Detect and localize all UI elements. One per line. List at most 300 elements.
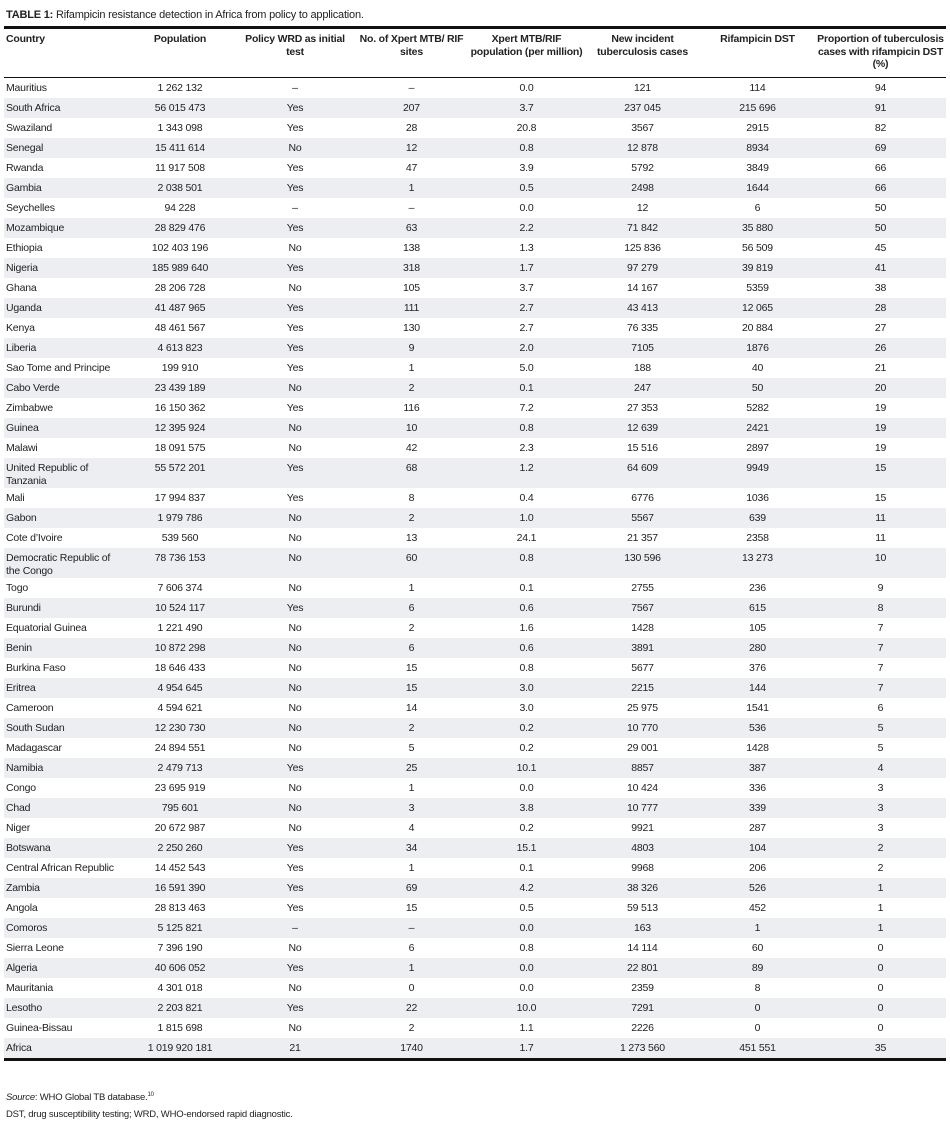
value-cell: 188 [634,361,651,374]
value-cell: 8934 [746,141,769,154]
value-cell: 1.0 [519,511,534,524]
value-cell: No [288,941,302,954]
value-cell: 5677 [631,661,654,674]
value-cell: – [292,81,298,94]
table-row [4,678,946,698]
value-cell: 12 878 [627,141,658,154]
value-cell: 1 [754,921,761,934]
value-cell: 60 [751,941,764,954]
source-text: : WHO Global TB database. [34,1092,148,1104]
value-cell: 237 045 [624,101,661,114]
value-cell: 1 [408,861,415,874]
value-cell: No [288,1021,302,1034]
value-cell: 27 [874,321,887,334]
value-cell: 5.0 [519,361,534,374]
value-cell: 102 403 196 [151,241,209,254]
value-cell: 639 [749,511,766,524]
value-cell: No [288,681,302,694]
country-cell: Gabon [6,511,37,524]
value-cell: 0.6 [519,601,534,614]
value-cell: Yes [286,861,304,874]
value-cell: 1036 [746,491,769,504]
value-cell: 41 [874,261,887,274]
value-cell: 0.5 [519,901,534,914]
value-cell: 2 250 260 [157,841,203,854]
value-cell: 287 [749,821,766,834]
value-cell: 185 989 640 [151,261,209,274]
value-cell: Yes [286,901,304,914]
table-row [4,738,946,758]
value-cell: No [288,701,302,714]
value-cell: 13 [405,531,418,544]
value-cell: 1 979 786 [157,511,203,524]
value-cell: 38 326 [627,881,658,894]
value-cell: 41 487 965 [154,301,206,314]
value-cell: 13 273 [742,551,773,564]
value-cell: 526 [749,881,766,894]
value-cell: 7 606 374 [157,581,203,594]
value-cell: 0.0 [519,981,534,994]
country-cell: Central African Republic [6,861,114,874]
value-cell: 3567 [631,121,654,134]
value-cell: 339 [749,801,766,814]
value-cell: 387 [749,761,766,774]
value-cell: 20 [874,381,887,394]
value-cell: 14 [405,701,418,714]
country-cell: Benin [6,641,32,654]
value-cell: 2498 [631,181,654,194]
value-cell: 28 206 728 [154,281,206,294]
value-cell: 114 [749,81,766,94]
value-cell: 24 894 551 [154,741,206,754]
value-cell: 56 015 473 [154,101,206,114]
value-cell: 45 [874,241,887,254]
value-cell: 12 [636,201,649,214]
value-cell: – [408,921,415,934]
value-cell: Yes [286,841,304,854]
value-cell: 14 167 [627,281,658,294]
value-cell: 0.0 [519,961,534,974]
value-cell: 42 [405,441,418,454]
value-cell: 615 [749,601,766,614]
value-cell: 14 452 543 [154,861,206,874]
value-cell: 3.8 [519,801,534,814]
value-cell: 4 594 621 [157,701,203,714]
value-cell: 35 880 [742,221,773,234]
country-cell: Chad [6,801,31,814]
value-cell: 6776 [631,491,654,504]
value-cell: 105 [749,621,766,634]
value-cell: No [288,281,302,294]
value-cell: 29 001 [627,741,658,754]
value-cell: 9921 [631,821,654,834]
value-cell: 8 [408,491,415,504]
value-cell: 60 [405,551,418,564]
value-cell: 12 639 [627,421,658,434]
value-cell: 18 646 433 [154,661,206,674]
country-cell: Gambia [6,181,42,194]
value-cell: 15 516 [627,441,658,454]
value-cell: 10 [874,551,887,564]
value-cell: 9 [408,341,415,354]
abbreviations-note: DST, drug susceptibility testing; WRD, WHO-endorsed rapid diagnostic. [6,1109,293,1120]
value-cell: Yes [286,321,304,334]
value-cell: 125 836 [624,241,661,254]
value-cell: 1 262 132 [157,81,203,94]
value-cell: Yes [286,401,304,414]
country-cell: Ethiopia [6,241,43,254]
value-cell: 5 125 821 [157,921,203,934]
value-cell: 451 551 [739,1041,776,1054]
value-cell: 10 770 [627,721,658,734]
value-cell: 7 [877,641,884,654]
source-note [6,1092,154,1103]
value-cell: No [288,741,302,754]
value-cell: 9968 [631,861,654,874]
value-cell: 10.1 [516,761,537,774]
value-cell: 0 [877,981,884,994]
value-cell: No [288,821,302,834]
value-cell: 0 [877,1001,884,1014]
value-cell: 1 221 490 [157,621,203,634]
value-cell: 4 [408,821,415,834]
country-cell: United Republic of Tanzania [6,461,89,487]
value-cell: 5 [877,721,884,734]
value-cell: No [288,531,302,544]
value-cell: 105 [403,281,420,294]
table-row [4,118,946,138]
country-cell: Africa [6,1041,32,1054]
value-cell: 4803 [631,841,654,854]
value-cell: 1 [877,901,884,914]
value-cell: 0.0 [519,201,534,214]
value-cell: 1.1 [519,1021,534,1034]
value-cell: Yes [286,161,304,174]
value-cell: 71 842 [627,221,658,234]
table-row [4,798,946,818]
table-row [4,698,946,718]
value-cell: 3 [877,781,884,794]
value-cell: 94 [874,81,887,94]
value-cell: 1.7 [519,1041,534,1054]
value-cell: 1 [408,581,415,594]
value-cell: 1644 [746,181,769,194]
value-cell: 63 [405,221,418,234]
value-cell: 16 591 390 [154,881,206,894]
value-cell: 15 411 614 [155,141,205,154]
value-cell: 66 [874,161,887,174]
value-cell: 6 [408,941,415,954]
value-cell: 25 [405,761,418,774]
country-cell: Democratic Republic of the Congo [6,551,111,577]
value-cell: Yes [286,301,304,314]
country-cell: Eritrea [6,681,36,694]
value-cell: 50 [751,381,764,394]
value-cell: 47 [405,161,418,174]
value-cell: 318 [403,261,420,274]
column-header: Population [153,33,207,45]
value-cell: 280 [749,641,766,654]
value-cell: 27 353 [627,401,658,414]
value-cell: 7291 [631,1001,654,1014]
value-cell: 64 609 [627,461,658,474]
value-cell: 50 [874,221,887,234]
value-cell: 15 [405,681,418,694]
value-cell: 43 413 [627,301,658,314]
value-cell: 69 [874,141,887,154]
value-cell: 247 [634,381,651,394]
value-cell: 40 606 052 [154,961,206,974]
value-cell: 4.2 [519,881,534,894]
value-cell: No [288,421,302,434]
value-cell: 0 [877,941,884,954]
country-cell: Mauritania [6,981,54,994]
value-cell: Yes [286,761,304,774]
country-cell: Mozambique [6,221,65,234]
value-cell: 0.0 [519,921,534,934]
value-cell: 1541 [746,701,769,714]
value-cell: 1 343 098 [157,121,203,134]
country-cell: Mauritius [6,81,47,94]
value-cell: 3 [877,801,884,814]
table-row [4,818,946,838]
value-cell: 6 [408,601,415,614]
column-header: Country [6,33,45,45]
table-row [4,398,946,418]
value-cell: 2421 [746,421,769,434]
value-cell: 9 [877,581,884,594]
value-cell: 5792 [631,161,654,174]
value-cell: 2.7 [519,321,534,334]
value-cell: 2755 [631,581,654,594]
value-cell: 163 [634,921,651,934]
value-cell: 55 572 201 [154,461,206,474]
value-cell: 97 279 [627,261,658,274]
value-cell: 3891 [631,641,654,654]
value-cell: 0.6 [519,641,534,654]
value-cell: 34 [405,841,418,854]
value-cell: 4 954 645 [157,681,203,694]
value-cell: 2 [877,841,884,854]
value-cell: Yes [286,121,304,134]
table-row [4,958,946,978]
value-cell: No [288,241,302,254]
country-cell: Zambia [6,881,40,894]
value-cell: 1 [408,961,415,974]
table-row [4,178,946,198]
country-cell: Congo [6,781,36,794]
value-cell: 5 [408,741,415,754]
value-cell: 5567 [631,511,654,524]
country-cell: Botswana [6,841,51,854]
country-cell: Ghana [6,281,37,294]
value-cell: 1 [877,921,884,934]
value-cell: 0.1 [519,581,534,594]
value-cell: 10 524 117 [155,601,205,614]
value-cell: 9949 [746,461,769,474]
value-cell: 25 975 [627,701,658,714]
table-row [4,258,946,278]
table-row [4,898,946,918]
country-cell: Rwanda [6,161,44,174]
value-cell: 0.8 [519,421,534,434]
value-cell: 89 [751,961,764,974]
value-cell: 76 335 [627,321,658,334]
value-cell: 12 230 730 [154,721,206,734]
table-body [4,77,946,1059]
value-cell: Yes [286,181,304,194]
table-row [4,918,946,938]
value-cell: 28 [405,121,418,134]
value-cell: 15 [874,461,887,474]
value-cell: Yes [286,601,304,614]
value-cell: 7 [877,681,884,694]
table-row [4,1018,946,1038]
value-cell: 6 [408,641,415,654]
value-cell: 8 [877,601,884,614]
value-cell: 0.2 [519,721,534,734]
table-row [4,378,946,398]
table-row [4,298,946,318]
value-cell: 2 203 821 [157,1001,203,1014]
value-cell: – [292,921,298,934]
country-cell: Namibia [6,761,44,774]
value-cell: 215 696 [739,101,776,114]
value-cell: 0 [754,1021,761,1034]
table-row [4,508,946,528]
country-cell: Burkina Faso [6,661,66,674]
value-cell: 130 [403,321,420,334]
value-cell: 1 815 698 [157,1021,203,1034]
value-cell: No [288,581,302,594]
value-cell: 23 695 919 [154,781,206,794]
value-cell: 452 [749,901,766,914]
value-cell: 7105 [631,341,654,354]
value-cell: 0.0 [519,781,534,794]
value-cell: 5282 [746,401,769,414]
table-row [4,528,946,548]
value-cell: 1 273 560 [620,1041,665,1054]
table-row [4,598,946,618]
value-cell: 50 [874,201,887,214]
value-cell: 59 513 [627,901,658,914]
value-cell: 2 [408,621,415,634]
value-cell: 22 801 [627,961,658,974]
data-table [4,26,946,1061]
value-cell: No [288,441,302,454]
value-cell: 1 [877,881,884,894]
country-cell: Senegal [6,141,44,154]
value-cell: 11 917 508 [155,161,205,174]
value-cell: 11 [875,511,886,524]
value-cell: Yes [286,881,304,894]
value-cell: 10.0 [516,1001,537,1014]
table-row [4,578,946,598]
country-cell: Zimbabwe [6,401,53,414]
country-cell: Sierra Leone [6,941,64,954]
value-cell: 0.8 [519,941,534,954]
value-cell: 3 [877,821,884,834]
value-cell: 4 301 018 [157,981,203,994]
value-cell: 10 872 298 [154,641,206,654]
value-cell: 0.8 [519,661,534,674]
value-cell: 0 [877,1021,884,1034]
country-cell: Seychelles [6,201,55,214]
value-cell: 28 [874,301,887,314]
value-cell: 5359 [746,281,769,294]
table-row [4,77,946,98]
value-cell: 7 396 190 [157,941,203,954]
country-cell: Madagascar [6,741,62,754]
value-cell: 22 [405,1001,418,1014]
value-cell: 78 736 153 [154,551,206,564]
value-cell: No [288,141,302,154]
value-cell: 48 461 567 [154,321,206,334]
value-cell: 17 994 837 [154,491,206,504]
table-row [4,338,946,358]
column-header: Policy WRD as initial test [245,33,345,58]
value-cell: 38 [874,281,887,294]
value-cell: 1428 [631,621,654,634]
value-cell: 376 [749,661,766,674]
value-cell: Yes [286,361,304,374]
value-cell: 2215 [631,681,654,694]
value-cell: 7 [877,621,884,634]
value-cell: 0.4 [519,491,534,504]
country-cell: Sao Tome and Principe [6,361,111,374]
value-cell: 1.2 [519,461,534,474]
column-header: No. of Xpert MTB/ RIF sites [359,33,464,58]
table-row [4,978,946,998]
table-row [4,218,946,238]
value-cell: 121 [634,81,651,94]
value-cell: 144 [749,681,766,694]
country-cell: Guinea [6,421,39,434]
value-cell: 2.2 [519,221,534,234]
value-cell: 3.7 [519,281,534,294]
value-cell: 21 [874,361,887,374]
column-header: Rifampicin DST [720,33,795,45]
country-cell: Kenya [6,321,35,334]
value-cell: 7.2 [519,401,534,414]
value-cell: 8857 [631,761,654,774]
table-row [4,838,946,858]
value-cell: 21 357 [627,531,658,544]
value-cell: 336 [749,781,766,794]
value-cell: Yes [286,101,304,114]
value-cell: 8 [754,981,761,994]
value-cell: 18 091 575 [154,441,206,454]
value-cell: 236 [749,581,766,594]
value-cell: Yes [286,461,304,474]
table-row [4,778,946,798]
value-cell: 6 [754,201,761,214]
value-cell: 3849 [746,161,769,174]
value-cell: 2 [408,1021,415,1034]
value-cell: 1 [408,181,415,194]
value-cell: 69 [405,881,418,894]
value-cell: 3.0 [519,681,534,694]
country-cell: Cameroon [6,701,54,714]
value-cell: 0.0 [519,81,534,94]
value-cell: 2 479 713 [157,761,203,774]
value-cell: 7567 [631,601,654,614]
value-cell: 2 038 501 [157,181,203,194]
value-cell: 15 [405,901,418,914]
value-cell: 2.0 [519,341,534,354]
value-cell: 2 [408,511,415,524]
table-caption [6,9,364,21]
